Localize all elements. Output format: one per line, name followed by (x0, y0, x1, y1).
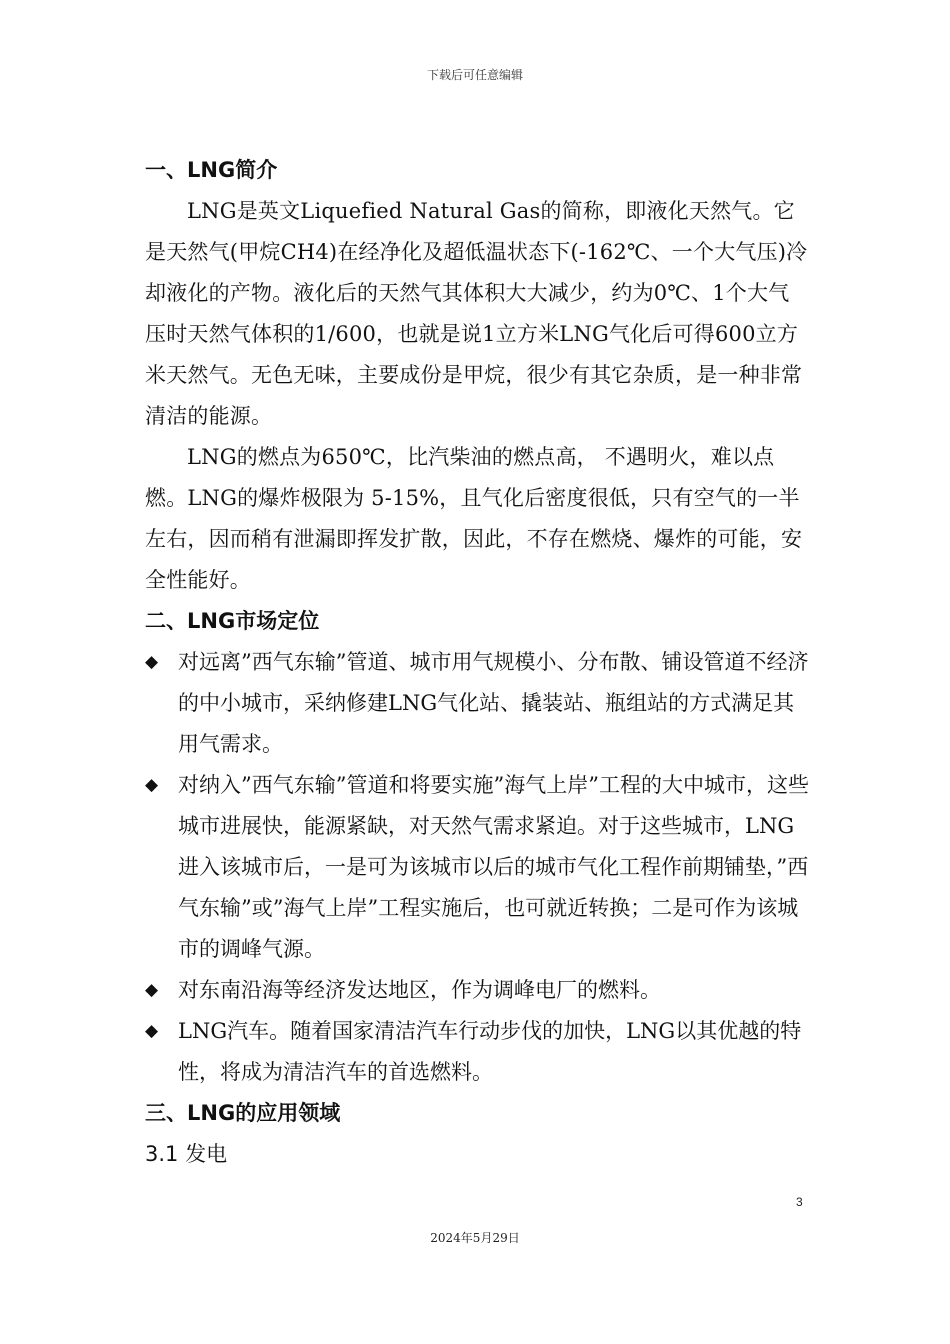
page-number: 3 (796, 1195, 803, 1209)
section-1-paragraph-2: LNG的燃点为650℃，比汽柴油的燃点高， 不遇明火，难以点燃。LNG的爆炸极限为 5-15%，且气化后密度很低，只有空气的一半左右，因而稍有泄漏即挥发扩散，因此，不存在燃烧、爆炸的可能，安全性能好。 (145, 445, 803, 592)
diamond-bullet-icon: ◆ (145, 775, 159, 795)
section-3-title: 三、LNG的应用领域 (145, 1101, 341, 1125)
diamond-bullet-icon: ◆ (145, 1021, 159, 1041)
subsection-3-1-title: 3.1 发电 (145, 1142, 228, 1166)
list-item (145, 970, 810, 1011)
page-header: 下载后可任意编辑 (426, 68, 523, 82)
list-item-text: 对纳入”西气东输”管道和将要实施”海气上岸”工程的大中城市，这些城市进展快，能源紧缺，对天然气需求紧迫。对于这些城市，LNG进入该城市后，一是可为该城市以后的城市气化工程作前期铺垫，”西气东输”或”海气上岸”工程实施后，也可就近转换；二是可作为该城市的调峰气源。 (178, 773, 809, 961)
diamond-bullet-icon: ◆ (145, 980, 159, 1000)
list-item (145, 765, 810, 970)
list-item-text: LNG汽车。随着国家清洁汽车行动步伐的加快，LNG以其优越的特性，将成为清洁汽车的首选燃料。 (178, 1019, 802, 1084)
list-item-text: 对远离”西气东输”管道、城市用气规模小、分布散、铺设管道不经济的中小城市，采纳修建LNG气化站、撬装站、瓶组站的方式满足其用气需求。 (178, 650, 809, 756)
section-2-title: 二、LNG市场定位 (145, 609, 320, 633)
list-item (145, 642, 810, 765)
list-item (145, 1011, 810, 1093)
market-position-list (145, 642, 810, 1093)
list-item-text: 对东南沿海等经济发达地区，作为调峰电厂的燃料。 (178, 978, 661, 1002)
document-body (145, 150, 810, 1175)
diamond-bullet-icon: ◆ (145, 652, 159, 672)
page-footer-date: 2024年5月29日 (430, 1231, 520, 1245)
section-1-paragraph-1: LNG是英文Liquefied Natural Gas的简称，即液化天然气。它是天然气(甲烷CH4)在经净化及超低温状态下(-162℃、一个大气压)冷却液化的产物。液化后的天然气其体积大大减少，约为0℃、1个大气压时天然气体积的1/600，也就是说1立方米LNG气化后可得600立方米天然气。无色无味，主要成份是甲烷，很少有其它杂质，是一种非常清洁的能源。 (145, 199, 808, 428)
section-1-title: 一、LNG简介 (145, 158, 278, 182)
